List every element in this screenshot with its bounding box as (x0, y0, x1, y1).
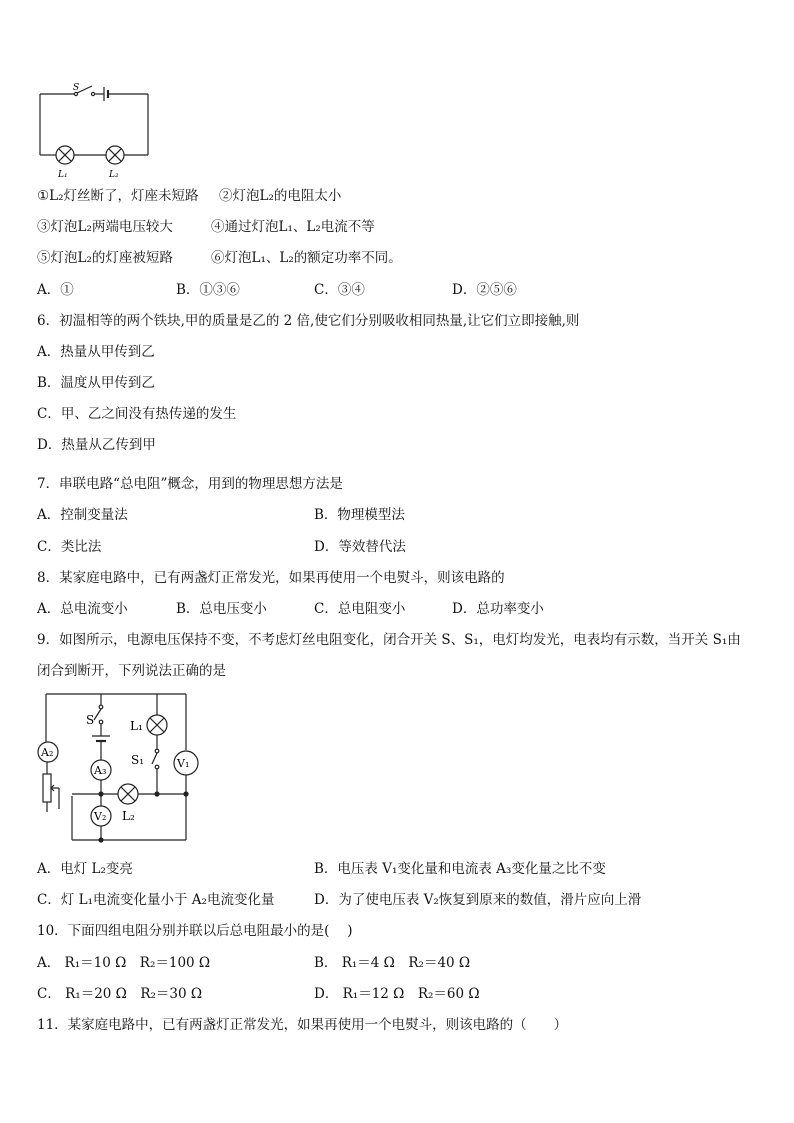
q9-option-d: D．为了使电压表 V₂恢复到原来的数值，滑片应向上滑 (314, 892, 642, 908)
q6-stem: 6．初温相等的两个铁块,甲的质量是乙的 2 倍,使它们分别吸收相同热量,让它们立即接触,则 (37, 313, 580, 329)
q5-statement-6: ⑥灯泡L₁、L₂的额定功率不同。 (211, 250, 402, 266)
q5-statement-4: ④通过灯泡L₁、L₂电流不等 (211, 219, 375, 235)
voltmeter-v2-label: V₂ (94, 810, 107, 823)
q5-option-b: B．①③⑥ (176, 282, 240, 298)
q11-stem: 11．某家庭电路中，已有两盏灯正常发光，如果再使用一个电熨斗，则该电路的（ ） (37, 1017, 568, 1033)
q7-stem: 7．串联电路“总电阻”概念，用到的物理思想方法是 (37, 476, 343, 492)
switch-s-label: S (86, 713, 95, 727)
switch-s1-label: S₁ (131, 753, 145, 767)
ammeter-a3-label: A₃ (94, 764, 107, 777)
voltmeter-v1-label: V₁ (177, 757, 190, 770)
q9-stem-line-2: 闭合到断开，下列说法正确的是 (37, 663, 226, 679)
q6-option-d: D．热量从乙传到甲 (37, 437, 156, 453)
q7-option-b: B．物理模型法 (314, 507, 405, 523)
lamp-l1-label: L₁ (130, 719, 143, 733)
q8-option-d: D．总功率变小 (452, 601, 544, 617)
circuit-figure-9 (34, 688, 214, 848)
q7-option-c: C．类比法 (37, 539, 102, 555)
q6-option-a: A．热量从甲传到乙 (37, 344, 155, 360)
q5-statement-1: ①L₂灯丝断了，灯座未短路 (37, 188, 199, 204)
q9-stem-line-1: 9．如图所示，电源电压保持不变，不考虑灯丝电阻变化，闭合开关 S、S₁，电灯均发光，电表均有示数，当开关 S₁由 (37, 632, 741, 648)
lamp1-label: L₁ (58, 170, 68, 180)
q5-option-a: A．① (37, 282, 74, 298)
q5-statement-5: ⑤灯泡L₂的灯座被短路 (37, 250, 173, 266)
q5-statement-3: ③灯泡L₂两端电压较大 (37, 219, 173, 235)
q9-option-c: C．灯 L₁电流变化量小于 A₂电流变化量 (37, 892, 275, 908)
q10-option-c: C． R₁＝20 Ω R₂＝30 Ω (37, 986, 203, 1002)
q9-option-a: A．电灯 L₂变亮 (37, 861, 133, 877)
switch-label: S (73, 83, 80, 93)
q5-option-c: C．③④ (314, 282, 365, 298)
q8-option-a: A．总电流变小 (37, 601, 128, 617)
q10-option-b: B． R₁＝4 Ω R₂＝40 Ω (314, 955, 471, 971)
q5-option-d: D．②⑤⑥ (452, 282, 517, 298)
q8-stem: 8．某家庭电路中，已有两盏灯正常发光，如果再使用一个电熨斗，则该电路的 (37, 570, 505, 586)
q10-option-a: A． R₁＝10 Ω R₂＝100 Ω (37, 955, 211, 971)
ammeter-a2-label: A₂ (41, 746, 54, 759)
q9-option-b: B．电压表 V₁变化量和电流表 A₃变化量之比不变 (314, 861, 606, 877)
lamp2-label: L₂ (109, 170, 119, 180)
circuit-figure-1 (36, 80, 156, 180)
q6-option-c: C．甲、乙之间没有热传递的发生 (37, 406, 237, 422)
q7-option-a: A．控制变量法 (37, 507, 128, 523)
q5-statement-2: ②灯泡L₂的电阻太小 (219, 188, 342, 204)
q7-option-d: D．等效替代法 (314, 539, 406, 555)
q10-stem: 10．下面四组电阻分别并联以后总电阻最小的是( ) (37, 923, 353, 939)
q8-option-c: C．总电阻变小 (314, 601, 406, 617)
q6-option-b: B．温度从甲传到乙 (37, 375, 155, 391)
lamp-l2-label: L₂ (122, 809, 135, 823)
q10-option-d: D． R₁＝12 Ω R₂＝60 Ω (314, 986, 480, 1002)
q8-option-b: B．总电压变小 (176, 601, 267, 617)
